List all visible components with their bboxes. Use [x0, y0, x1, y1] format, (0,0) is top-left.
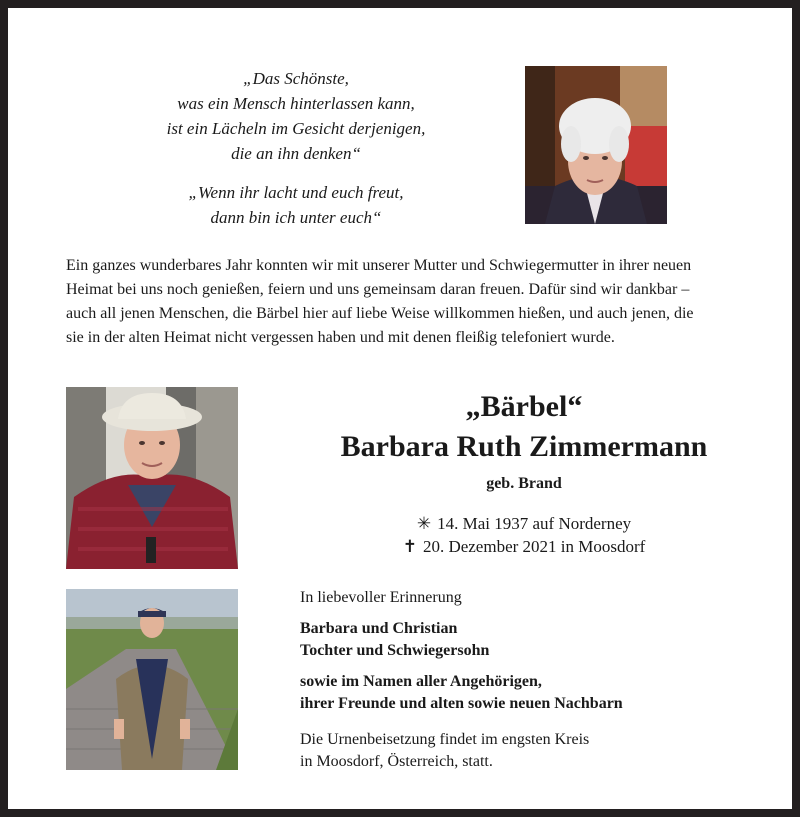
death-date: 20. Dezember 2021 in Moosdorf [422, 537, 646, 556]
others-line-1: sowie im Namen aller Angehörigen, [300, 673, 542, 690]
birth-star-icon: ✳ [416, 514, 432, 533]
quote-line: was ein Mensch hinterlassen kann, [177, 94, 415, 113]
quote-line: dann bin ich unter euch“ [210, 208, 382, 227]
hat-photo [66, 387, 238, 569]
quote-secondary [116, 180, 476, 230]
birth-date: 14. Mai 1937 auf Norderney [437, 514, 632, 533]
intro-line: auch all jenen Menschen, die Bärbel hier auf liebe Weise willkommen hießen, und auch jenen, die [66, 305, 694, 322]
funeral-line-1: Die Urnenbeisetzung findet im engsten Kreis [300, 731, 590, 748]
death-date-line [264, 535, 784, 558]
intro-paragraph [66, 254, 752, 350]
memorial-text [300, 587, 740, 773]
family-relation: Tochter und Schwiegersohn [300, 642, 490, 659]
intro-line: Heimat bei uns noch genießen, feiern und uns gemeinsam daran freuen. Dafür sind wir dankbar – [66, 281, 690, 298]
others-line-2: ihrer Freunde und alten sowie neuen Nachbarn [300, 695, 623, 712]
portrait-photo [525, 66, 667, 224]
deceased-name: Barbara Ruth Zimmermann [340, 430, 708, 463]
birth-name: geb. Brand [486, 475, 562, 492]
quote-primary [116, 66, 476, 166]
family-names: Barbara und Christian [300, 620, 458, 637]
quote-line: ist ein Lächeln im Gesicht derjenigen, [166, 119, 426, 138]
death-cross-icon: ✝ [402, 537, 417, 556]
intro-line: Ein ganzes wunderbares Jahr konnten wir mit unserer Mutter und Schwiegermutter in ihrer neuen [66, 257, 692, 274]
birth-date-line [264, 512, 784, 535]
memory-intro: In liebevoller Erinnerung [300, 589, 462, 606]
quote-line: „Wenn ihr lacht und euch freut, [188, 183, 404, 202]
life-dates [264, 512, 784, 558]
funeral-line-2: in Moosdorf, Österreich, statt. [300, 753, 493, 770]
intro-line: sie in der alten Heimat nicht vergessen haben und mit denen fleißig telefoniert wurde. [66, 329, 615, 346]
quote-line: die an ihn denken“ [231, 144, 361, 163]
landscape-photo [66, 589, 238, 770]
nickname: „Bärbel“ [465, 390, 583, 423]
quote-line: „Das Schönste, [243, 69, 349, 88]
